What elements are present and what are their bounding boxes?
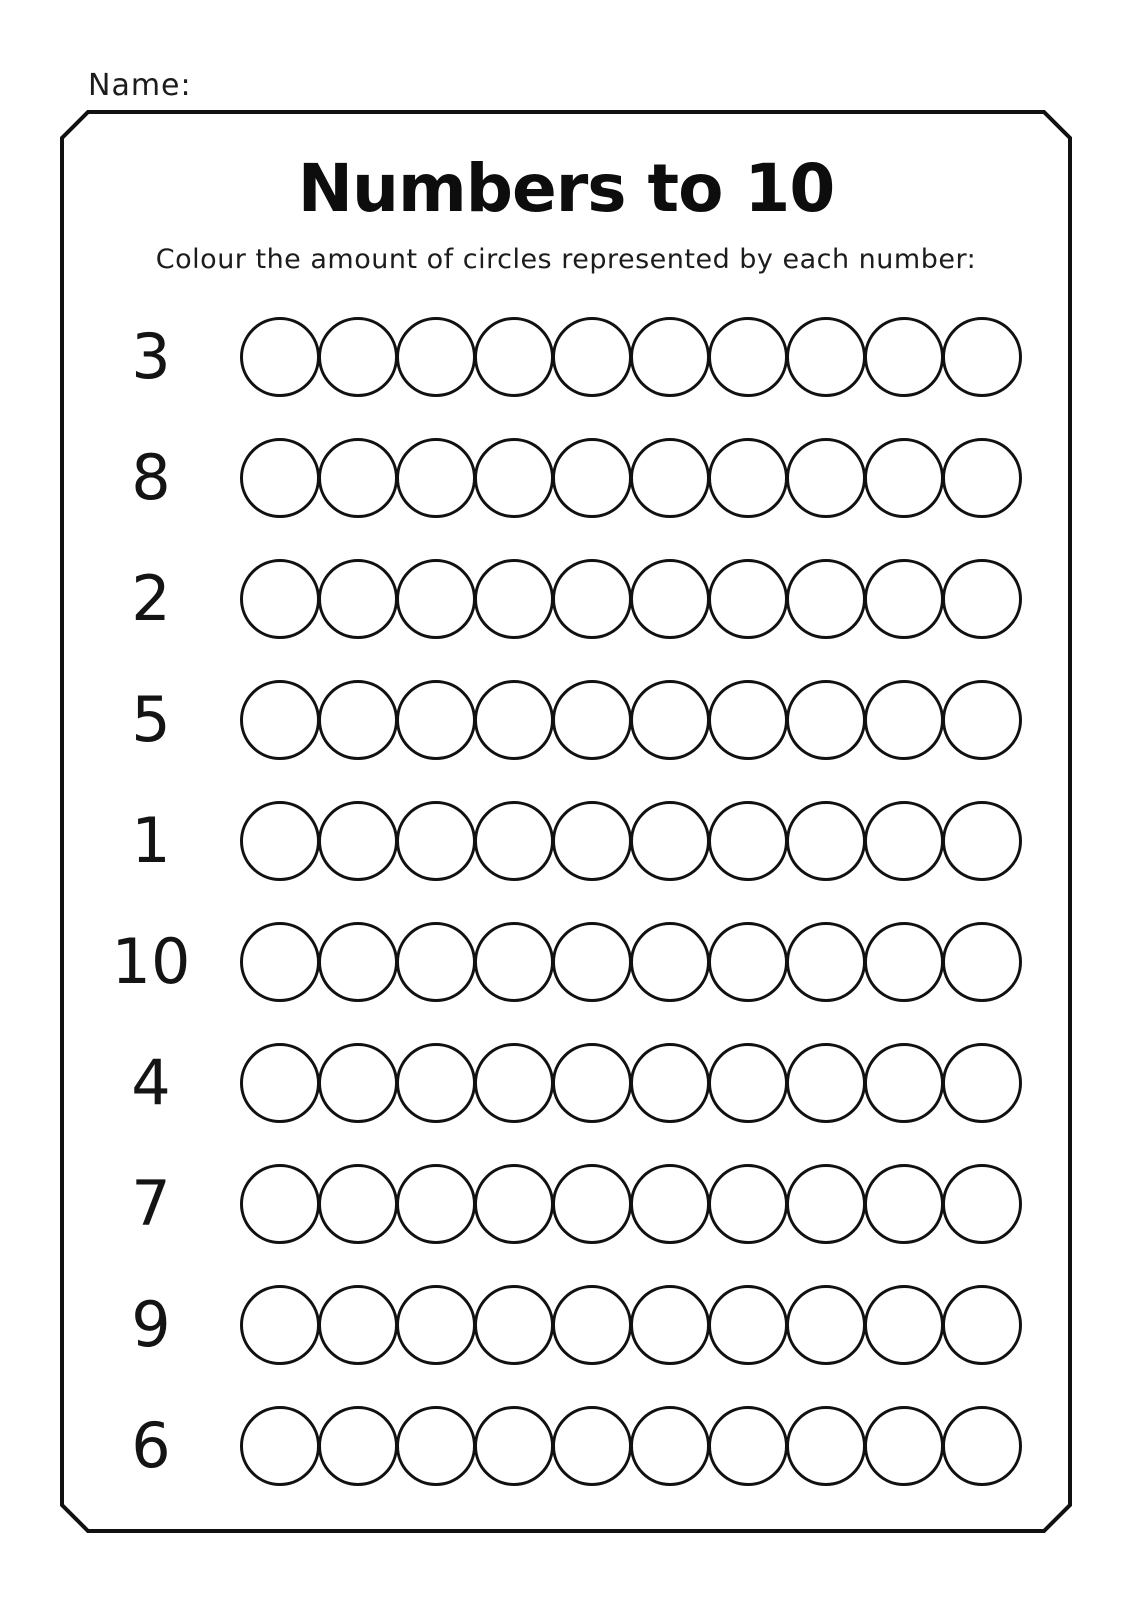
colour-circle[interactable] <box>240 438 320 518</box>
colour-circle[interactable] <box>864 801 944 881</box>
colour-circle[interactable] <box>942 801 1022 881</box>
colour-circle[interactable] <box>864 1043 944 1123</box>
colour-circle[interactable] <box>474 1043 554 1123</box>
worksheet-row <box>62 1265 1070 1386</box>
row-number-label: 5 <box>131 682 171 756</box>
colour-circle[interactable] <box>708 1285 788 1365</box>
colour-circle[interactable] <box>630 680 710 760</box>
worksheet-row <box>62 901 1070 1022</box>
colour-circle[interactable] <box>786 438 866 518</box>
circle-strip <box>240 801 1020 881</box>
colour-circle[interactable] <box>864 317 944 397</box>
colour-circle[interactable] <box>708 1043 788 1123</box>
colour-circle[interactable] <box>396 1164 476 1244</box>
colour-circle[interactable] <box>396 922 476 1002</box>
colour-circle[interactable] <box>942 1285 1022 1365</box>
colour-circle[interactable] <box>708 317 788 397</box>
colour-circle[interactable] <box>942 680 1022 760</box>
circle-strip <box>240 1043 1020 1123</box>
colour-circle[interactable] <box>318 559 398 639</box>
row-number-label: 7 <box>131 1167 171 1241</box>
colour-circle[interactable] <box>552 317 632 397</box>
colour-circle[interactable] <box>474 317 554 397</box>
colour-circle[interactable] <box>786 559 866 639</box>
colour-circle[interactable] <box>786 680 866 760</box>
colour-circle[interactable] <box>552 1164 632 1244</box>
colour-circle[interactable] <box>552 922 632 1002</box>
row-number-label: 2 <box>131 561 171 635</box>
circle-strip <box>240 1164 1020 1244</box>
colour-circle[interactable] <box>474 801 554 881</box>
colour-circle[interactable] <box>552 438 632 518</box>
circle-strip <box>240 1285 1020 1365</box>
colour-circle[interactable] <box>942 317 1022 397</box>
colour-circle[interactable] <box>786 922 866 1002</box>
colour-circle[interactable] <box>630 317 710 397</box>
colour-circle[interactable] <box>474 922 554 1002</box>
colour-circle[interactable] <box>240 1164 320 1244</box>
colour-circle[interactable] <box>474 1164 554 1244</box>
row-number-label: 10 <box>111 925 191 999</box>
colour-circle[interactable] <box>396 1406 476 1486</box>
colour-circle[interactable] <box>474 1285 554 1365</box>
colour-circle[interactable] <box>318 1043 398 1123</box>
worksheet-row <box>62 296 1070 417</box>
circle-strip <box>240 317 1020 397</box>
worksheet-rows <box>62 296 1070 1507</box>
colour-circle[interactable] <box>864 1406 944 1486</box>
colour-circle[interactable] <box>318 1406 398 1486</box>
colour-circle[interactable] <box>474 438 554 518</box>
worksheet-row <box>62 659 1070 780</box>
colour-circle[interactable] <box>396 438 476 518</box>
colour-circle[interactable] <box>630 559 710 639</box>
instruction-text: Colour the amount of circles represented by each number: <box>155 244 977 275</box>
colour-circle[interactable] <box>396 801 476 881</box>
colour-circle[interactable] <box>474 559 554 639</box>
colour-circle[interactable] <box>474 1406 554 1486</box>
colour-circle[interactable] <box>942 1043 1022 1123</box>
row-number-label: 1 <box>131 803 171 877</box>
colour-circle[interactable] <box>318 680 398 760</box>
worksheet-row <box>62 417 1070 538</box>
colour-circle[interactable] <box>786 801 866 881</box>
colour-circle[interactable] <box>240 680 320 760</box>
colour-circle[interactable] <box>630 801 710 881</box>
colour-circle[interactable] <box>240 801 320 881</box>
colour-circle[interactable] <box>552 680 632 760</box>
colour-circle[interactable] <box>786 317 866 397</box>
colour-circle[interactable] <box>864 438 944 518</box>
colour-circle[interactable] <box>240 317 320 397</box>
colour-circle[interactable] <box>240 1043 320 1123</box>
worksheet-row <box>62 1023 1070 1144</box>
colour-circle[interactable] <box>318 438 398 518</box>
colour-circle[interactable] <box>942 559 1022 639</box>
worksheet-row <box>62 1144 1070 1265</box>
row-number-label: 9 <box>131 1288 171 1362</box>
colour-circle[interactable] <box>552 1043 632 1123</box>
colour-circle[interactable] <box>630 438 710 518</box>
colour-circle[interactable] <box>708 922 788 1002</box>
worksheet-row <box>62 538 1070 659</box>
colour-circle[interactable] <box>396 559 476 639</box>
circle-strip <box>240 680 1020 760</box>
colour-circle[interactable] <box>864 559 944 639</box>
colour-circle[interactable] <box>240 922 320 1002</box>
colour-circle[interactable] <box>630 1285 710 1365</box>
colour-circle[interactable] <box>318 1164 398 1244</box>
row-number-label: 4 <box>131 1046 171 1120</box>
colour-circle[interactable] <box>240 1285 320 1365</box>
colour-circle[interactable] <box>864 1285 944 1365</box>
row-number-label: 6 <box>131 1409 171 1483</box>
colour-circle[interactable] <box>630 1406 710 1486</box>
row-number-label: 3 <box>131 319 171 393</box>
colour-circle[interactable] <box>396 1285 476 1365</box>
colour-circle[interactable] <box>708 438 788 518</box>
circle-strip <box>240 559 1020 639</box>
worksheet-row <box>62 1386 1070 1507</box>
colour-circle[interactable] <box>942 922 1022 1002</box>
colour-circle[interactable] <box>318 922 398 1002</box>
colour-circle[interactable] <box>864 922 944 1002</box>
colour-circle[interactable] <box>786 1043 866 1123</box>
colour-circle[interactable] <box>708 1164 788 1244</box>
colour-circle[interactable] <box>318 1285 398 1365</box>
circle-strip <box>240 922 1020 1002</box>
colour-circle[interactable] <box>786 1285 866 1365</box>
colour-circle[interactable] <box>708 559 788 639</box>
colour-circle[interactable] <box>942 438 1022 518</box>
colour-circle[interactable] <box>864 680 944 760</box>
circle-strip <box>240 1406 1020 1486</box>
colour-circle[interactable] <box>708 680 788 760</box>
colour-circle[interactable] <box>552 1285 632 1365</box>
colour-circle[interactable] <box>786 1406 866 1486</box>
colour-circle[interactable] <box>786 1164 866 1244</box>
name-label: Name: <box>88 68 192 103</box>
colour-circle[interactable] <box>552 559 632 639</box>
colour-circle[interactable] <box>240 1406 320 1486</box>
colour-circle[interactable] <box>396 680 476 760</box>
page-title: Numbers to 10 <box>297 150 835 227</box>
colour-circle[interactable] <box>942 1406 1022 1486</box>
colour-circle[interactable] <box>630 1164 710 1244</box>
colour-circle[interactable] <box>708 801 788 881</box>
colour-circle[interactable] <box>630 922 710 1002</box>
colour-circle[interactable] <box>396 1043 476 1123</box>
colour-circle[interactable] <box>552 801 632 881</box>
colour-circle[interactable] <box>630 1043 710 1123</box>
colour-circle[interactable] <box>396 317 476 397</box>
colour-circle[interactable] <box>708 1406 788 1486</box>
colour-circle[interactable] <box>318 317 398 397</box>
colour-circle[interactable] <box>552 1406 632 1486</box>
colour-circle[interactable] <box>942 1164 1022 1244</box>
colour-circle[interactable] <box>240 559 320 639</box>
circle-strip <box>240 438 1020 518</box>
row-number-label: 8 <box>131 440 171 514</box>
colour-circle[interactable] <box>474 680 554 760</box>
worksheet-row <box>62 780 1070 901</box>
colour-circle[interactable] <box>318 801 398 881</box>
colour-circle[interactable] <box>864 1164 944 1244</box>
